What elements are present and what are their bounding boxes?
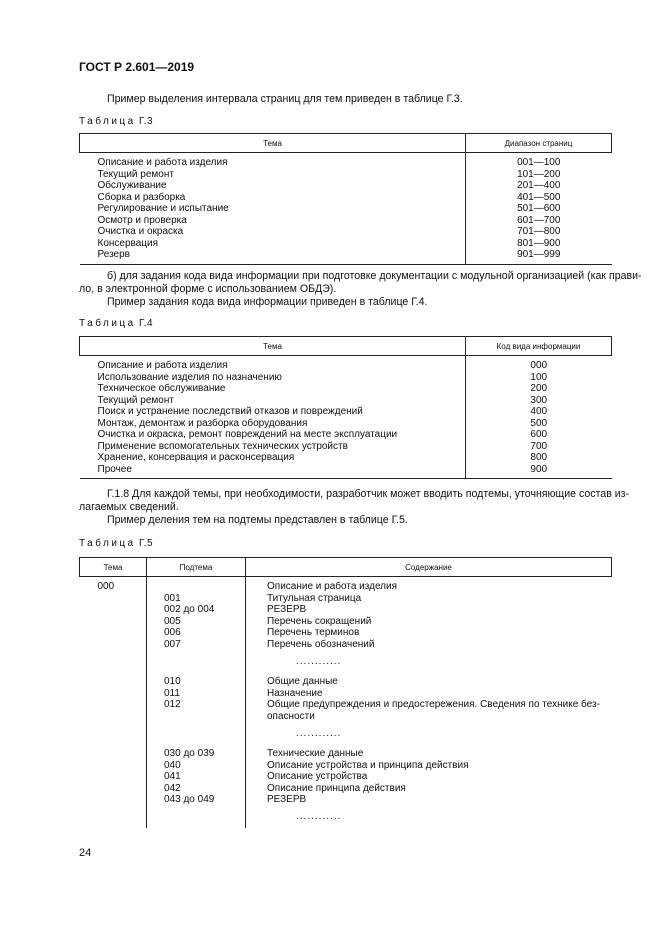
page-range-cell: 501—600 bbox=[466, 203, 612, 215]
content-cell: Перечень обозначений bbox=[246, 639, 612, 651]
table-row bbox=[80, 226, 612, 238]
topic-cell bbox=[80, 711, 147, 723]
table-row bbox=[80, 577, 612, 593]
table-row bbox=[80, 215, 612, 227]
info-code-cell: 500 bbox=[466, 418, 612, 430]
paragraph-intro-g5: Пример деления тем на подтемы представлен в таблице Г.5. bbox=[107, 514, 408, 526]
paragraph-g18-line2: лагаемых сведений. bbox=[79, 501, 179, 513]
subtopic-cell: 012 bbox=[147, 699, 246, 711]
content-cell: опасности bbox=[246, 711, 612, 723]
table-g5-caption bbox=[79, 538, 153, 549]
topic-cell: Поиск и устранение последствий отказов и повреждений bbox=[97, 406, 363, 417]
topic-cell: Прочее bbox=[80, 464, 466, 479]
subtopic-cell bbox=[147, 577, 246, 593]
topic-cell: Использование изделия по назначению bbox=[97, 371, 282, 383]
table-row bbox=[80, 238, 612, 250]
ellipsis-row bbox=[80, 806, 612, 828]
topic-cell bbox=[80, 593, 147, 605]
content-cell: Технические данные bbox=[246, 744, 612, 760]
paragraph-intro-g4: Пример задания кода вида информации приведен в таблице Г.4. bbox=[107, 296, 428, 308]
topic-cell: Сборка и разборка bbox=[97, 191, 186, 203]
subtopic-cell: 001 bbox=[147, 593, 246, 605]
col-header-topic: Тема bbox=[80, 558, 147, 577]
info-code-cell: 800 bbox=[466, 452, 612, 464]
table-g4-caption bbox=[79, 318, 153, 329]
ellipsis: ............ bbox=[246, 722, 612, 744]
col-header-content: Содержание bbox=[246, 558, 612, 577]
page-range-cell: 901—999 bbox=[466, 249, 612, 264]
col-header-topic: Тема bbox=[80, 337, 466, 356]
content-cell: Общие данные bbox=[246, 672, 612, 688]
table-row bbox=[80, 169, 612, 181]
topic-cell bbox=[80, 794, 147, 806]
subtopic-cell: 002 до 004 bbox=[147, 604, 246, 616]
page-range-cell: 701—800 bbox=[466, 226, 612, 238]
table-row bbox=[80, 406, 612, 418]
content-cell: РЕЗЕРВ bbox=[246, 794, 612, 806]
content-cell: Общие предупреждения и предостережения. Сведения по технике без- bbox=[246, 699, 612, 711]
topic-cell: Техническое обслуживание bbox=[97, 383, 226, 394]
content-cell: Перечень терминов bbox=[246, 627, 612, 639]
info-code-cell: 300 bbox=[466, 395, 612, 407]
table-g3-caption bbox=[79, 116, 153, 127]
content-cell: Титульная страница bbox=[246, 593, 612, 605]
paragraph-b-line2: ло, в электронной форме с использованием ОБДЭ). bbox=[79, 283, 337, 295]
page-range-cell: 801—900 bbox=[466, 238, 612, 250]
topic-cell: Текущий ремонт bbox=[97, 168, 174, 180]
table-row bbox=[80, 395, 612, 407]
topic-cell bbox=[80, 616, 147, 628]
table-row bbox=[80, 760, 612, 772]
col-header-info-code: Код вида информации bbox=[466, 337, 612, 356]
table-g4 bbox=[79, 336, 612, 479]
topic-cell: Регулирование и испытание bbox=[97, 203, 229, 214]
info-code-cell: 700 bbox=[466, 441, 612, 453]
caption-number: Г.4 bbox=[139, 318, 154, 329]
table-row bbox=[80, 203, 612, 215]
page-range-cell: 401—500 bbox=[466, 192, 612, 204]
table-row bbox=[80, 418, 612, 430]
ellipsis: ............ bbox=[246, 806, 612, 828]
info-code-cell: 600 bbox=[466, 429, 612, 441]
table-row bbox=[80, 153, 612, 169]
topic-cell: Резерв bbox=[80, 249, 466, 264]
info-code-cell: 900 bbox=[466, 464, 612, 479]
table-row bbox=[80, 699, 612, 711]
subtopic-cell: 010 bbox=[147, 672, 246, 688]
content-cell: Описание устройства bbox=[246, 771, 612, 783]
subtopic-cell: 007 bbox=[147, 639, 246, 651]
content-cell: Описание и работа изделия bbox=[246, 577, 612, 593]
caption-label: Таблица bbox=[79, 538, 136, 549]
table-row bbox=[80, 429, 612, 441]
subtopic-cell: 006 bbox=[147, 627, 246, 639]
content-cell: Описание принципа действия bbox=[246, 783, 612, 795]
caption-number: Г.5 bbox=[139, 538, 154, 549]
content-cell: Описание устройства и принципа действия bbox=[246, 760, 612, 772]
table-row bbox=[80, 192, 612, 204]
page-range-cell: 001—100 bbox=[466, 153, 612, 169]
subtopic-cell: 040 bbox=[147, 760, 246, 772]
table-row bbox=[80, 639, 612, 651]
topic-cell: Очистка и окраска, ремонт повреждений на месте эксплуатации bbox=[97, 429, 398, 440]
table-row bbox=[80, 604, 612, 616]
table-row bbox=[80, 688, 612, 700]
topic-cell: 000 bbox=[97, 581, 115, 592]
content-cell: Перечень сокращений bbox=[246, 616, 612, 628]
table-row bbox=[80, 711, 612, 723]
topic-cell bbox=[80, 688, 147, 700]
topic-cell: Описание и работа изделия bbox=[97, 157, 228, 168]
page-range-cell: 201—400 bbox=[466, 180, 612, 192]
paragraph-intro-g3: Пример выделения интервала страниц для тем приведен в таблице Г.3. bbox=[107, 93, 463, 105]
table-row bbox=[80, 744, 612, 760]
subtopic-cell: 011 bbox=[147, 688, 246, 700]
subtopic-cell bbox=[147, 711, 246, 723]
col-header-page-range: Диапазон страниц bbox=[466, 134, 612, 153]
table-row bbox=[80, 441, 612, 453]
ellipsis-row bbox=[80, 650, 612, 672]
topic-cell: Монтаж, демонтаж и разборка оборудования bbox=[97, 417, 308, 429]
page-range-cell: 601—700 bbox=[466, 215, 612, 227]
content-cell: Назначение bbox=[246, 688, 612, 700]
info-code-cell: 200 bbox=[466, 383, 612, 395]
table-g5 bbox=[79, 557, 612, 828]
caption-number: Г.3 bbox=[139, 116, 154, 127]
topic-cell: Консервация bbox=[97, 237, 159, 249]
table-row bbox=[80, 616, 612, 628]
table-row bbox=[80, 464, 612, 479]
table-row bbox=[80, 249, 612, 264]
paragraph-b-line1: б) для задания кода вида информации при подготовке документации с модульной организацией (как прави- bbox=[107, 270, 642, 282]
col-header-subtopic: Подтема bbox=[147, 558, 246, 577]
paragraph-g18-line1: Г.1.8 Для каждой темы, при необходимости, разработчик может вводить подтемы, уточняющие состав из- bbox=[107, 488, 630, 500]
info-code-cell: 100 bbox=[466, 372, 612, 384]
page-range-cell: 101—200 bbox=[466, 169, 612, 181]
subtopic-cell: 041 bbox=[147, 771, 246, 783]
table-row bbox=[80, 672, 612, 688]
caption-label: Таблица bbox=[79, 318, 136, 329]
subtopic-cell: 005 bbox=[147, 616, 246, 628]
topic-cell: Применение вспомогательных технических устройств bbox=[97, 440, 348, 452]
info-code-cell: 000 bbox=[466, 356, 612, 372]
ellipsis-row bbox=[80, 722, 612, 744]
topic-cell bbox=[80, 627, 147, 639]
col-header-topic: Тема bbox=[80, 134, 466, 153]
subtopic-cell: 042 bbox=[147, 783, 246, 795]
table-row bbox=[80, 383, 612, 395]
topic-cell bbox=[80, 604, 147, 616]
doc-header: ГОСТ Р 2.601—2019 bbox=[79, 60, 195, 74]
table-row bbox=[80, 356, 612, 372]
page-number: 24 bbox=[79, 847, 92, 859]
table-row bbox=[80, 783, 612, 795]
table-row bbox=[80, 627, 612, 639]
topic-cell bbox=[80, 639, 147, 651]
caption-label: Таблица bbox=[79, 116, 136, 127]
subtopic-cell: 043 до 049 bbox=[147, 794, 246, 806]
content-cell: РЕЗЕРВ bbox=[246, 604, 612, 616]
table-row bbox=[80, 452, 612, 464]
topic-cell bbox=[80, 771, 147, 783]
table-g3 bbox=[79, 133, 612, 265]
subtopic-cell: 030 до 039 bbox=[147, 744, 246, 760]
topic-cell: Обслуживание bbox=[97, 180, 167, 191]
topic-cell bbox=[80, 672, 147, 688]
info-code-cell: 400 bbox=[466, 406, 612, 418]
topic-cell bbox=[80, 699, 147, 711]
table-row bbox=[80, 593, 612, 605]
topic-cell: Текущий ремонт bbox=[97, 394, 174, 406]
ellipsis: ............ bbox=[246, 650, 612, 672]
topic-cell bbox=[80, 783, 147, 795]
topic-cell: Очистка и окраска bbox=[97, 226, 184, 237]
topic-cell: Хранение, консервация и расконсервация bbox=[97, 452, 295, 463]
table-row bbox=[80, 180, 612, 192]
table-row bbox=[80, 794, 612, 806]
topic-cell: Описание и работа изделия bbox=[97, 360, 228, 371]
topic-cell bbox=[80, 744, 147, 760]
topic-cell bbox=[80, 760, 147, 772]
topic-cell: Осмотр и проверка bbox=[97, 214, 187, 226]
table-row bbox=[80, 372, 612, 384]
table-row bbox=[80, 771, 612, 783]
